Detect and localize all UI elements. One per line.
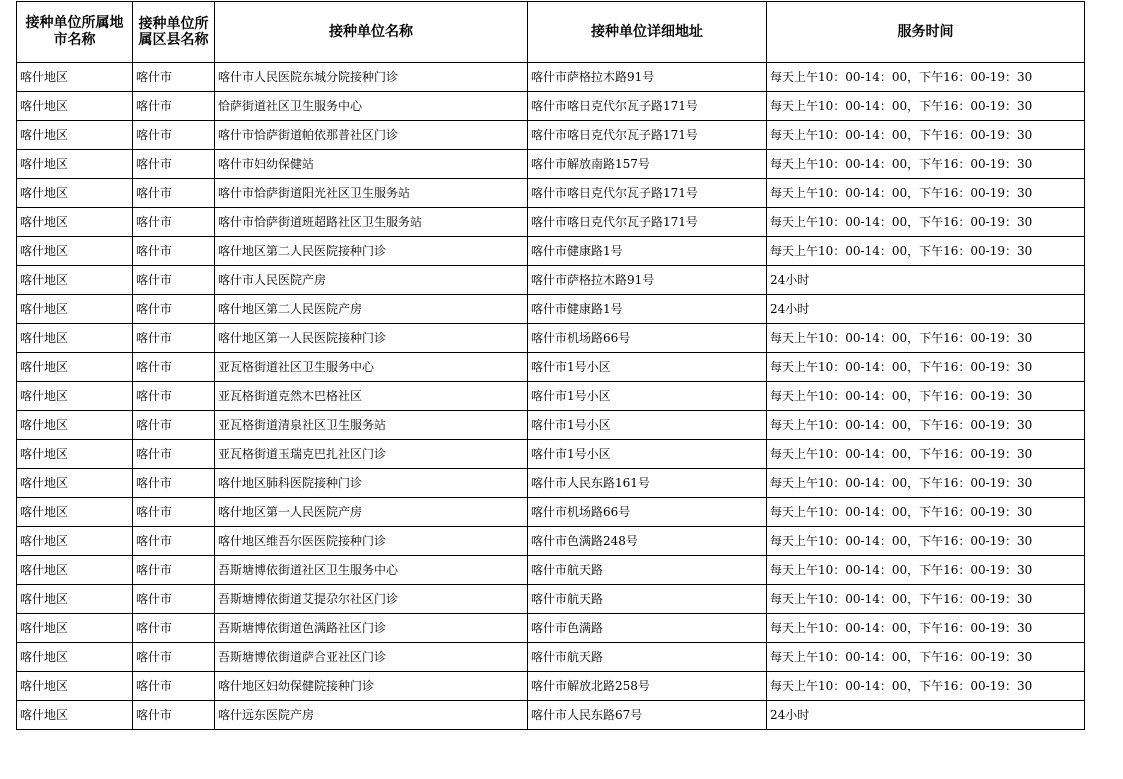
cell-address: 喀什市人民东路67号 [528, 701, 767, 730]
cell-service-time: 每天上午10：00-14：00，下午16：00-19：30 [767, 585, 1085, 614]
cell-service-time: 每天上午10：00-14：00，下午16：00-19：30 [767, 498, 1085, 527]
cell-unit-name: 吾斯塘博依街道艾提尕尔社区门诊 [215, 585, 528, 614]
cell-service-time: 每天上午10：00-14：00，下午16：00-19：30 [767, 643, 1085, 672]
cell-service-time: 每天上午10：00-14：00，下午16：00-19：30 [767, 92, 1085, 121]
cell-unit-name: 喀什市恰萨街道班超路社区卫生服务站 [215, 208, 528, 237]
cell-unit-name: 吾斯塘博依街道色满路社区门诊 [215, 614, 528, 643]
cell-service-time: 24小时 [767, 295, 1085, 324]
cell-county: 喀什市 [133, 701, 215, 730]
header-county: 接种单位所属区县名称 [133, 2, 215, 63]
table-row [17, 208, 1085, 237]
cell-address: 喀什市健康路1号 [528, 295, 767, 324]
table-row [17, 469, 1085, 498]
cell-service-time: 每天上午10：00-14：00，下午16：00-19：30 [767, 208, 1085, 237]
cell-city: 喀什地区 [17, 469, 133, 498]
cell-address: 喀什市喀日克代尔瓦子路171号 [528, 208, 767, 237]
cell-city: 喀什地区 [17, 150, 133, 179]
table-row [17, 643, 1085, 672]
table-row [17, 92, 1085, 121]
cell-service-time: 每天上午10：00-14：00，下午16：00-19：30 [767, 353, 1085, 382]
cell-city: 喀什地区 [17, 208, 133, 237]
table-row [17, 237, 1085, 266]
cell-city: 喀什地区 [17, 353, 133, 382]
header-row [17, 2, 1085, 63]
table-row [17, 440, 1085, 469]
cell-service-time: 每天上午10：00-14：00，下午16：00-19：30 [767, 324, 1085, 353]
cell-address: 喀什市机场路66号 [528, 498, 767, 527]
table-row [17, 527, 1085, 556]
cell-unit-name: 喀什远东医院产房 [215, 701, 528, 730]
vaccination-sites-table [16, 1, 1085, 730]
table-row [17, 121, 1085, 150]
cell-county: 喀什市 [133, 556, 215, 585]
cell-county: 喀什市 [133, 179, 215, 208]
table-row [17, 411, 1085, 440]
table-header [17, 2, 1085, 63]
table-row [17, 63, 1085, 92]
cell-address: 喀什市机场路66号 [528, 324, 767, 353]
cell-service-time: 每天上午10：00-14：00，下午16：00-19：30 [767, 121, 1085, 150]
cell-city: 喀什地区 [17, 527, 133, 556]
cell-unit-name: 亚瓦格街道清泉社区卫生服务站 [215, 411, 528, 440]
cell-service-time: 每天上午10：00-14：00，下午16：00-19：30 [767, 382, 1085, 411]
cell-city: 喀什地区 [17, 266, 133, 295]
cell-address: 喀什市色满路248号 [528, 527, 767, 556]
cell-city: 喀什地区 [17, 324, 133, 353]
cell-county: 喀什市 [133, 585, 215, 614]
cell-county: 喀什市 [133, 353, 215, 382]
cell-city: 喀什地区 [17, 179, 133, 208]
cell-unit-name: 亚瓦格街道社区卫生服务中心 [215, 353, 528, 382]
cell-service-time: 每天上午10：00-14：00，下午16：00-19：30 [767, 556, 1085, 585]
cell-county: 喀什市 [133, 411, 215, 440]
cell-service-time: 每天上午10：00-14：00，下午16：00-19：30 [767, 179, 1085, 208]
cell-city: 喀什地区 [17, 672, 133, 701]
cell-city: 喀什地区 [17, 411, 133, 440]
cell-service-time: 每天上午10：00-14：00，下午16：00-19：30 [767, 150, 1085, 179]
cell-unit-name: 喀什地区维吾尔医医院接种门诊 [215, 527, 528, 556]
cell-service-time: 每天上午10：00-14：00，下午16：00-19：30 [767, 672, 1085, 701]
cell-address: 喀什市1号小区 [528, 411, 767, 440]
table-row [17, 324, 1085, 353]
cell-city: 喀什地区 [17, 121, 133, 150]
table-row [17, 353, 1085, 382]
table-row [17, 266, 1085, 295]
cell-unit-name: 喀什地区第一人民医院接种门诊 [215, 324, 528, 353]
cell-county: 喀什市 [133, 63, 215, 92]
cell-city: 喀什地区 [17, 63, 133, 92]
cell-service-time: 每天上午10：00-14：00，下午16：00-19：30 [767, 614, 1085, 643]
cell-address: 喀什市航天路 [528, 556, 767, 585]
cell-city: 喀什地区 [17, 295, 133, 324]
cell-address: 喀什市解放北路258号 [528, 672, 767, 701]
cell-unit-name: 喀什市人民医院产房 [215, 266, 528, 295]
cell-address: 喀什市喀日克代尔瓦子路171号 [528, 179, 767, 208]
cell-county: 喀什市 [133, 208, 215, 237]
cell-city: 喀什地区 [17, 498, 133, 527]
cell-address: 喀什市航天路 [528, 643, 767, 672]
table-body [17, 63, 1085, 730]
cell-unit-name: 吾斯塘博依街道社区卫生服务中心 [215, 556, 528, 585]
cell-county: 喀什市 [133, 672, 215, 701]
cell-address: 喀什市色满路 [528, 614, 767, 643]
cell-address: 喀什市解放南路157号 [528, 150, 767, 179]
table-row [17, 150, 1085, 179]
cell-unit-name: 亚瓦格街道克然木巴格社区 [215, 382, 528, 411]
table-row [17, 295, 1085, 324]
cell-county: 喀什市 [133, 92, 215, 121]
cell-service-time: 24小时 [767, 266, 1085, 295]
cell-service-time: 每天上午10：00-14：00，下午16：00-19：30 [767, 440, 1085, 469]
cell-service-time: 每天上午10：00-14：00，下午16：00-19：30 [767, 63, 1085, 92]
cell-city: 喀什地区 [17, 382, 133, 411]
cell-county: 喀什市 [133, 150, 215, 179]
cell-county: 喀什市 [133, 266, 215, 295]
cell-city: 喀什地区 [17, 585, 133, 614]
cell-unit-name: 喀什市恰萨街道帕依那普社区门诊 [215, 121, 528, 150]
cell-county: 喀什市 [133, 295, 215, 324]
cell-county: 喀什市 [133, 498, 215, 527]
cell-county: 喀什市 [133, 324, 215, 353]
cell-unit-name: 吾斯塘博依街道萨合亚社区门诊 [215, 643, 528, 672]
cell-unit-name: 喀什地区妇幼保健院接种门诊 [215, 672, 528, 701]
cell-unit-name: 喀什市妇幼保健站 [215, 150, 528, 179]
header-address: 接种单位详细地址 [528, 2, 767, 63]
cell-county: 喀什市 [133, 643, 215, 672]
cell-address: 喀什市人民东路161号 [528, 469, 767, 498]
cell-service-time: 24小时 [767, 701, 1085, 730]
table-row [17, 672, 1085, 701]
header-unit-name: 接种单位名称 [215, 2, 528, 63]
cell-service-time: 每天上午10：00-14：00，下午16：00-19：30 [767, 411, 1085, 440]
cell-county: 喀什市 [133, 614, 215, 643]
cell-unit-name: 喀什地区第二人民医院接种门诊 [215, 237, 528, 266]
cell-unit-name: 亚瓦格街道玉瑞克巴扎社区门诊 [215, 440, 528, 469]
cell-unit-name: 喀什地区肺科医院接种门诊 [215, 469, 528, 498]
cell-unit-name: 喀什市恰萨街道阳光社区卫生服务站 [215, 179, 528, 208]
header-service-time: 服务时间 [767, 2, 1085, 63]
cell-address: 喀什市1号小区 [528, 353, 767, 382]
cell-city: 喀什地区 [17, 237, 133, 266]
cell-address: 喀什市喀日克代尔瓦子路171号 [528, 121, 767, 150]
cell-address: 喀什市1号小区 [528, 440, 767, 469]
cell-city: 喀什地区 [17, 556, 133, 585]
cell-address: 喀什市1号小区 [528, 382, 767, 411]
cell-unit-name: 恰萨街道社区卫生服务中心 [215, 92, 528, 121]
table-row [17, 556, 1085, 585]
cell-county: 喀什市 [133, 237, 215, 266]
cell-address: 喀什市喀日克代尔瓦子路171号 [528, 92, 767, 121]
table-row [17, 179, 1085, 208]
cell-address: 喀什市健康路1号 [528, 237, 767, 266]
cell-address: 喀什市萨格拉木路91号 [528, 63, 767, 92]
cell-city: 喀什地区 [17, 701, 133, 730]
cell-service-time: 每天上午10：00-14：00，下午16：00-19：30 [767, 469, 1085, 498]
table-row [17, 498, 1085, 527]
cell-city: 喀什地区 [17, 92, 133, 121]
cell-county: 喀什市 [133, 527, 215, 556]
cell-unit-name: 喀什地区第一人民医院产房 [215, 498, 528, 527]
table-row [17, 614, 1085, 643]
table-row [17, 382, 1085, 411]
cell-address: 喀什市萨格拉木路91号 [528, 266, 767, 295]
cell-unit-name: 喀什地区第二人民医院产房 [215, 295, 528, 324]
cell-address: 喀什市航天路 [528, 585, 767, 614]
cell-service-time: 每天上午10：00-14：00，下午16：00-19：30 [767, 237, 1085, 266]
header-city: 接种单位所属地市名称 [17, 2, 133, 63]
cell-county: 喀什市 [133, 382, 215, 411]
table-row [17, 585, 1085, 614]
cell-county: 喀什市 [133, 469, 215, 498]
cell-county: 喀什市 [133, 121, 215, 150]
table-row [17, 701, 1085, 730]
cell-city: 喀什地区 [17, 440, 133, 469]
cell-city: 喀什地区 [17, 614, 133, 643]
cell-city: 喀什地区 [17, 643, 133, 672]
cell-unit-name: 喀什市人民医院东城分院接种门诊 [215, 63, 528, 92]
cell-county: 喀什市 [133, 440, 215, 469]
cell-service-time: 每天上午10：00-14：00，下午16：00-19：30 [767, 527, 1085, 556]
